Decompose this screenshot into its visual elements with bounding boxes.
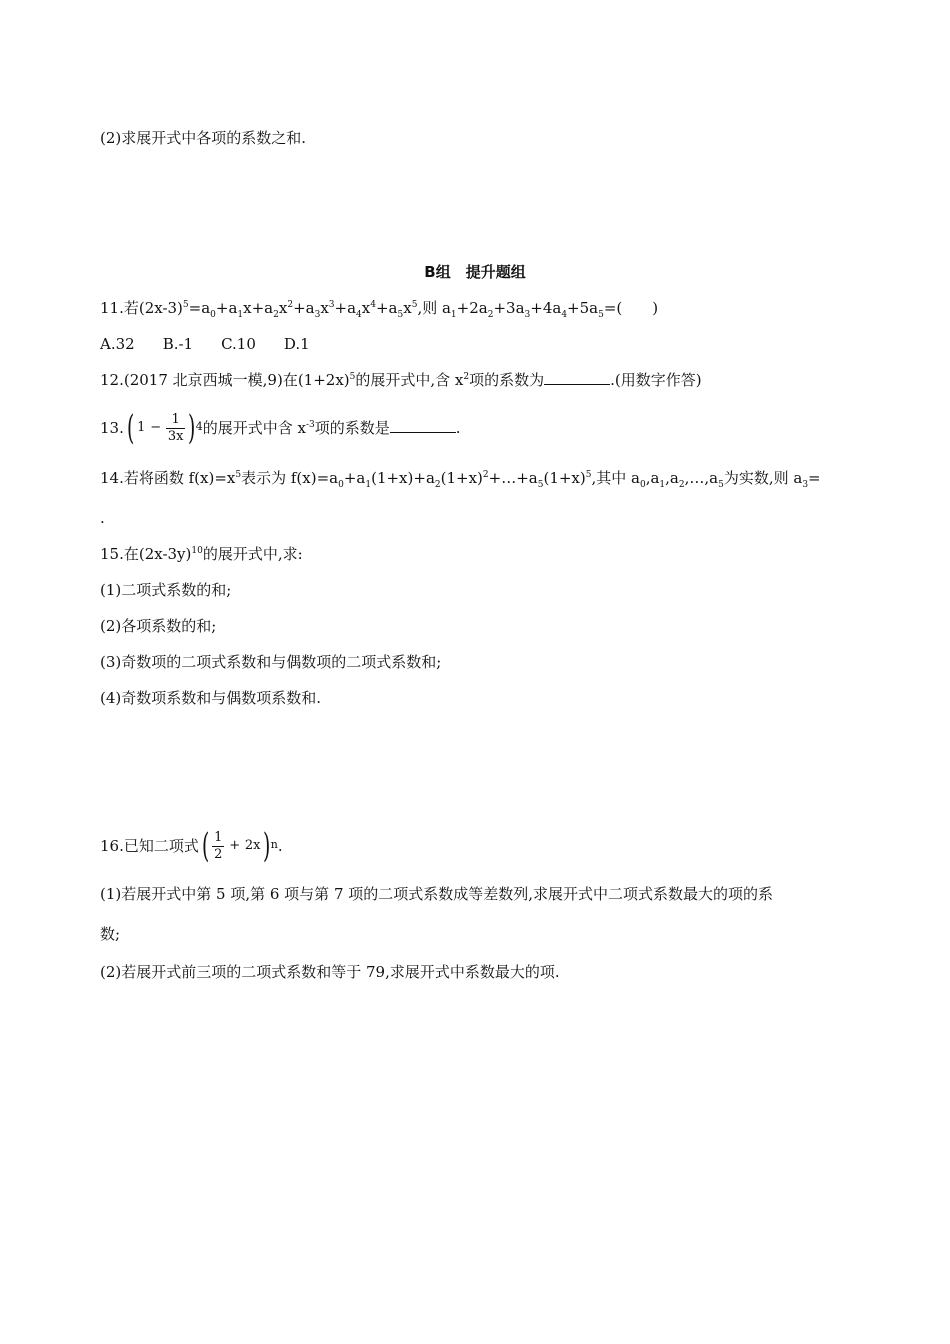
binomial-formula: ( $\frac{1}{2}$ + 2x)n xyxy=(201,826,278,866)
question-16-part-1: (1)若展开式中第 5 项,第 6 项与第 7 项的二项式系数成等差数列,求展开式中二项式系数最大的项的系 xyxy=(100,885,774,903)
question-15-part-3: (3)奇数项的二项式系数和与偶数项的二项式系数和; xyxy=(100,653,442,671)
question-11-options xyxy=(100,334,338,354)
option-a: A.32 xyxy=(100,335,135,353)
binomial-formula: ( 1 − $\frac{1}{3x}$ )4 xyxy=(126,408,203,448)
question-16-part-1-cont: 数; xyxy=(100,925,121,943)
question-14: 14.若将函数 $f(x)=x^5$表示为 $f(x)=a_0+a_1(1+x)+a_2(1+x)^2+\dots+a_5(1+x)^5$,其中 $a_0,a_1,a_2,\dots,a_5$为实数,则 $a_3=$ xyxy=(100,469,821,490)
question-15-part-4: (4)奇数项系数和与偶数项系数和. xyxy=(100,689,322,707)
option-c: C.10 xyxy=(221,335,256,353)
option-b: B.-1 xyxy=(162,335,194,353)
question-15-part-2: (2)各项系数的和; xyxy=(100,617,217,635)
prev-question-part-2: (2)求展开式中各项的系数之和. xyxy=(100,129,307,147)
answer-blank xyxy=(544,370,610,385)
question-14-end: . xyxy=(100,509,105,527)
question-16-part-2: (2)若展开式前三项的二项式系数和等于 79,求展开式中系数最大的项. xyxy=(100,963,560,981)
question-12: 12.(2017 北京西城一模,9)在$(1+2x)^5$的展开式中,含 $x^2$项的系数为 .(用数字作答) xyxy=(100,371,702,389)
option-d: D.1 xyxy=(283,335,310,353)
question-13: 13.( 1 − $\frac{1}{3x}$ )4的展开式中含 $x^{-3}$项的系数是 . xyxy=(100,408,461,448)
section-title: B组 提升题组 xyxy=(424,263,526,281)
question-15: 15.在$(2x-3y)^{10}$的展开式中,求: xyxy=(100,545,303,563)
question-15-part-1: (1)二项式系数的和; xyxy=(100,581,232,599)
question-16: 16.已知二项式( $\frac{1}{2}$ + 2x)n. xyxy=(100,826,283,866)
answer-blank xyxy=(390,418,456,433)
question-11: 11.若$(2x-3)^5=a_0+a_1x+a_2x^2+a_3x^3+a_4x^4+a_5x^5$,则 $a_1+2a_2+3a_3+4a_4+5a_5=$( ) xyxy=(100,299,659,320)
